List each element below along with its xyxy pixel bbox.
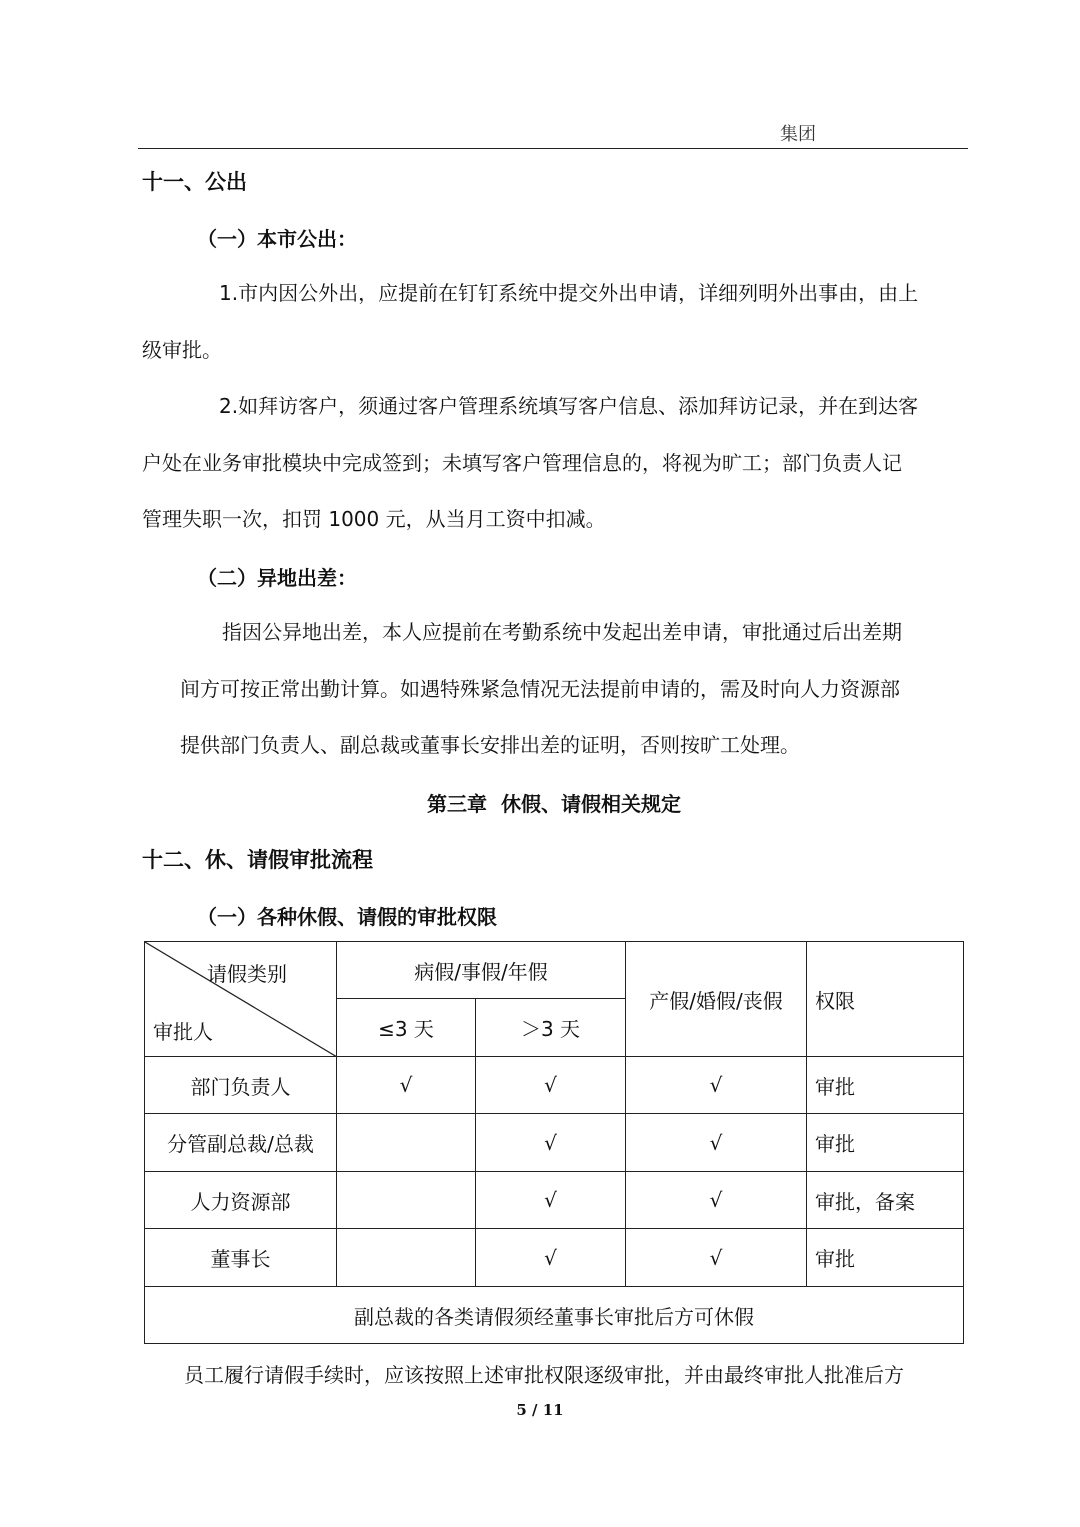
section-11-title: 十一、公出 — [142, 170, 247, 194]
approver-cell: 分管副总裁/总裁 — [145, 1114, 337, 1172]
table-row — [145, 1229, 964, 1287]
chapter-3-title: 第三章 休假、请假相关规定 — [427, 792, 681, 816]
page-number: 5 — [516, 1401, 527, 1419]
header-le-3-days: ≤3 天 — [337, 999, 476, 1057]
authority-cell: 审批 — [807, 1229, 964, 1287]
section-12-sub1-title: （一）各种休假、请假的审批权限 — [197, 905, 497, 929]
leave-approval-table — [144, 941, 964, 1344]
header-authority: 权限 — [807, 942, 964, 1057]
paragraph-line: 级审批。 — [142, 338, 222, 362]
closing-paragraph: 员工履行请假手续时，应该按照上述审批权限逐级审批，并由最终审批人批准后方 — [184, 1363, 904, 1387]
page-separator: / — [532, 1401, 538, 1419]
header-sick-personal-annual: 病假/事假/年假 — [337, 942, 626, 999]
check-cell: √ — [476, 1172, 626, 1229]
paragraph-line: 2.如拜访客户，须通过客户管理系统填写客户信息、添加拜访记录，并在到达客 — [219, 394, 919, 418]
check-cell: √ — [476, 1057, 626, 1114]
paragraph-line: 户处在业务审批模块中完成签到；未填写客户管理信息的，将视为旷工；部门负责人记 — [142, 451, 902, 475]
check-cell: √ — [626, 1229, 807, 1287]
table-note: 副总裁的各类请假须经董事长审批后方可休假 — [145, 1287, 964, 1344]
paragraph-line: 间方可按正常出勤计算。如遇特殊紧急情况无法提前申请的，需及时向人力资源部 — [180, 677, 900, 701]
header-company: 集团 — [780, 124, 816, 145]
section-12-title: 十二、休、请假审批流程 — [142, 848, 373, 872]
header-gt-3-days: ＞3 天 — [476, 999, 626, 1057]
approver-cell: 董事长 — [145, 1229, 337, 1287]
section-11-sub2-title: （二）异地出差： — [197, 566, 357, 590]
authority-cell: 审批 — [807, 1057, 964, 1114]
table-row — [145, 1172, 964, 1229]
authority-cell: 审批，备案 — [807, 1172, 964, 1229]
authority-cell: 审批 — [807, 1114, 964, 1172]
check-cell: √ — [626, 1114, 807, 1172]
page-footer — [0, 1401, 1080, 1419]
check-cell — [337, 1172, 476, 1229]
check-cell: √ — [337, 1057, 476, 1114]
check-cell — [337, 1114, 476, 1172]
check-cell: √ — [476, 1114, 626, 1172]
page-total: 11 — [542, 1401, 564, 1419]
paragraph-line: 1.市内因公外出，应提前在钉钉系统中提交外出申请，详细列明外出事由，由上 — [219, 281, 919, 305]
header-special-leave: 产假/婚假/丧假 — [626, 942, 807, 1057]
table-row — [145, 1114, 964, 1172]
check-cell: √ — [626, 1172, 807, 1229]
header-rule — [138, 148, 968, 149]
check-cell: √ — [626, 1057, 807, 1114]
table-corner-cell — [145, 942, 337, 1057]
corner-label-category: 请假类别 — [207, 962, 287, 986]
corner-label-approver: 审批人 — [153, 1020, 213, 1044]
approver-cell: 人力资源部 — [145, 1172, 337, 1229]
table-row — [145, 1057, 964, 1114]
paragraph-line: 指因公异地出差，本人应提前在考勤系统中发起出差申请，审批通过后出差期 — [222, 620, 902, 644]
check-cell — [337, 1229, 476, 1287]
section-11-sub1-title: （一）本市公出： — [197, 227, 357, 251]
paragraph-line: 提供部门负责人、副总裁或董事长安排出差的证明，否则按旷工处理。 — [180, 733, 800, 757]
check-cell: √ — [476, 1229, 626, 1287]
paragraph-line: 管理失职一次，扣罚 1000 元，从当月工资中扣减。 — [142, 507, 606, 531]
approver-cell: 部门负责人 — [145, 1057, 337, 1114]
